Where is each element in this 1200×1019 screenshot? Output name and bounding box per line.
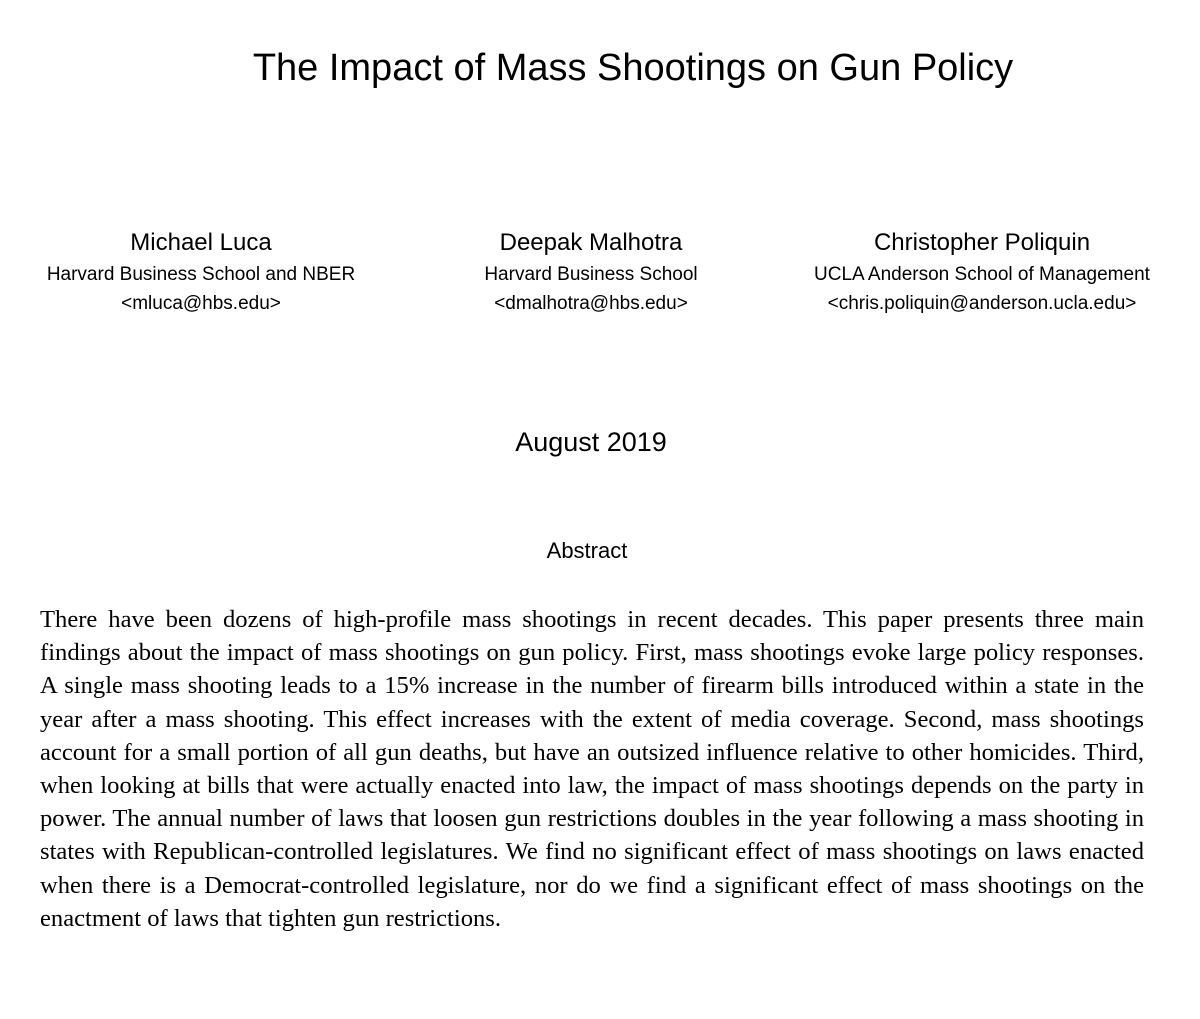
author-affiliation: Harvard Business School — [484, 264, 698, 285]
author-name: Christopher Poliquin — [873, 229, 1091, 256]
author-block — [780, 226, 1184, 318]
author-affiliation: Harvard Business School and NBER — [46, 264, 356, 285]
author-block — [430, 226, 752, 318]
publication-date: August 2019 — [515, 427, 667, 457]
abstract-heading: Abstract — [546, 538, 628, 563]
abstract-body: There have been dozens of high-profile mass shootings in recent decades. This paper presents three main findings about the impact of mass shootings on gun policy. First, mass shootings evoke large policy responses. A single mass shooting leads to a 15% increase in the number of firearm bills introduced within a state in the year after a mass shooting. This effect increases with the extent of media coverage. Second, mass shootings account for a small portion of all gun deaths, but have an outsized influence relative to other homicides. Third, when looking at bills that were actually enacted into law, the impact of mass shootings depends on the party in power. The annual number of laws that loosen gun restrictions doubles in the year following a mass shooting in states with Republican-controlled legislatures. We find no significant effect of mass shootings on laws enacted when there is a Democrat-controlled legislature, nor do we find a significant effect of mass shootings on the enactment of laws that tighten gun restrictions. — [40, 606, 1144, 932]
author-affiliation: UCLA Anderson School of Management — [814, 264, 1150, 285]
author-name: Michael Luca — [130, 229, 272, 256]
author-email: <chris.poliquin@anderson.ucla.edu> — [827, 293, 1137, 314]
author-name: Deepak Malhotra — [499, 229, 683, 256]
paper-title: The Impact of Mass Shootings on Gun Policy — [252, 47, 1014, 89]
author-block — [20, 226, 382, 318]
author-email: <dmalhotra@hbs.edu> — [494, 293, 688, 314]
author-email: <mluca@hbs.edu> — [121, 293, 281, 314]
